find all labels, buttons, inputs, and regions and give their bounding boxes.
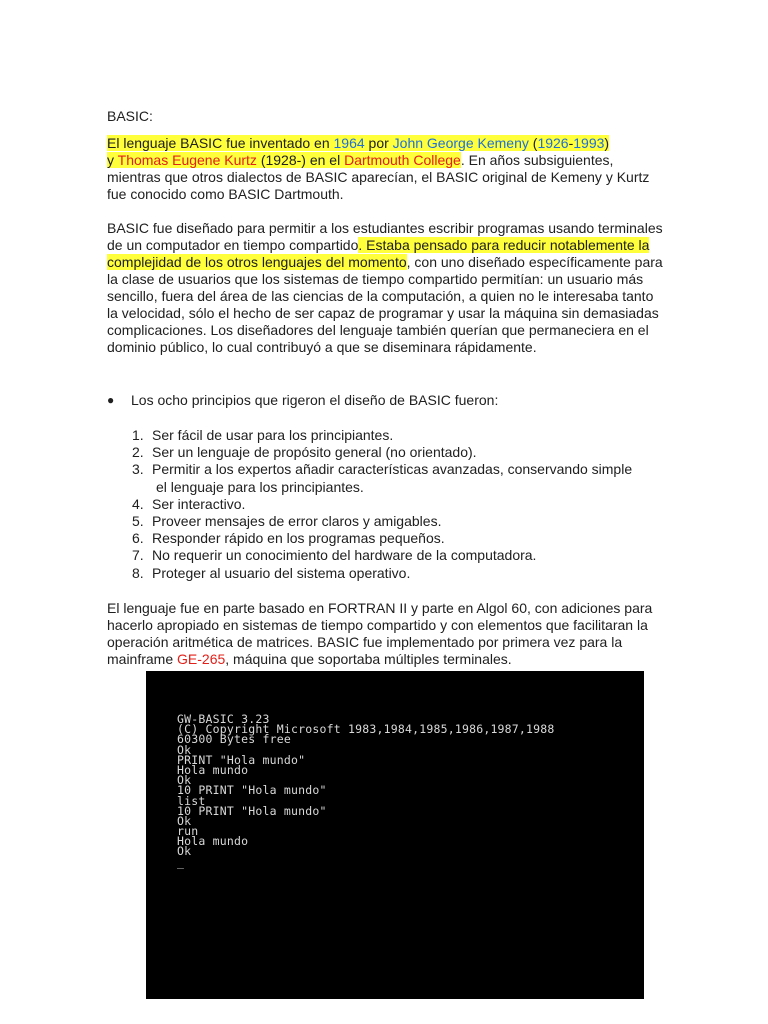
terminal-line: Ok: [177, 773, 192, 788]
list-item: [107, 444, 667, 461]
text: El lenguaje fue en parte basado en FORTRAN II y parte en Algol 60, con adiciones para hacerlo apropiado en sistemas de tiempo compartido y con elementos que facilitaran la operación aritmética de matrices. BASIC fue implementado por primera vez para la mainframe: [107, 600, 653, 667]
bullet-text: Los ocho principios que rigeron el diseño de BASIC fueron:: [131, 392, 499, 408]
list-item: [107, 513, 667, 530]
terminal-line: run: [177, 824, 199, 839]
highlight-complexity: . Estaba pensado para reducir notablemente la complejidad de los otros lenguajes del momento: [107, 237, 650, 270]
terminal-line: Ok: [177, 844, 192, 859]
terminal-line: 10 PRINT "Hola mundo": [177, 783, 327, 798]
text: -: [568, 135, 574, 151]
list-item: [107, 530, 667, 547]
link-1926[interactable]: 1926: [537, 135, 569, 151]
paragraph-design: [107, 220, 667, 356]
terminal-line: Ok: [177, 813, 192, 828]
highlight-kurtz: [107, 152, 461, 168]
list-text: Ser interactivo.: [152, 495, 246, 512]
section-title: BASIC:: [107, 108, 153, 124]
link-dartmouth-college[interactable]: Dartmouth College: [344, 152, 461, 168]
list-number: 8.: [132, 564, 144, 581]
link-1964[interactable]: 1964: [333, 135, 365, 151]
list-text: Responder rápido en los programas pequeños.: [152, 530, 445, 547]
terminal-line: list: [177, 793, 206, 808]
list-text: Proteger al usuario del sistema operativo.: [152, 564, 411, 581]
list-item: [107, 565, 667, 582]
gw-basic-terminal-screenshot: [146, 671, 644, 999]
text: , con uno diseñado específicamente para la clase de usuarios que los sistemas de tiempo compartido permitían: un usuario más sencillo, fuera del área de las ciencias de la computación, a quien no le interesaba tanto la velocidad, sólo el hecho de ser capaz de programar y usar la máquina sin demasiadas complicaciones. Los diseñadores del lenguaje también querían que permaneciera en el dominio público, lo cual contribuyó a que se diseminara rápidamente.: [107, 254, 663, 355]
list-item: [107, 427, 667, 444]
list-text: Proveer mensajes de error claros y amigables.: [152, 513, 442, 530]
highlight-invention: [107, 135, 609, 151]
text: (: [528, 135, 538, 151]
text: ): [604, 135, 610, 151]
terminal-line: Hola mundo: [177, 834, 249, 849]
terminal-line: Hola mundo: [177, 762, 249, 777]
list-item: [107, 496, 667, 513]
principles-list: [107, 427, 667, 582]
paragraph-implementation: [107, 600, 667, 668]
text: El lenguaje BASIC fue inventado en: [107, 135, 334, 151]
text: BASIC fue diseñado para permitir a los estudiantes escribir programas usando terminales de un computador en tiempo compartido: [107, 220, 663, 253]
list-number: 4.: [132, 495, 144, 512]
text: por: [364, 135, 393, 151]
list-item: [107, 461, 667, 495]
terminal-line: Ok: [177, 742, 192, 757]
terminal-output: [177, 714, 555, 867]
terminal-line: PRINT "Hola mundo": [177, 752, 306, 767]
list-number: 1.: [132, 427, 144, 443]
list-text-continued: el lenguaje para los principiantes.: [156, 478, 364, 495]
link-thomas-eugene-kurtz[interactable]: Thomas Eugene Kurtz: [117, 152, 257, 168]
list-text: Ser un lenguaje de propósito general (no orientado).: [152, 444, 477, 461]
terminal-cursor: _: [177, 854, 185, 869]
terminal-line: 10 PRINT "Hola mundo": [177, 803, 327, 818]
terminal-line: 60300 Bytes free: [177, 732, 291, 747]
text: , máquina que soportaba múltiples terminales.: [225, 651, 512, 667]
text: y: [107, 152, 118, 168]
text: . En años subsiguientes, mientras que otros dialectos de BASIC aparecían, el BASIC original de Kemeny y Kurtz fue conocido como BASIC Dartmouth.: [107, 152, 650, 202]
terminal-line: GW-BASIC 3.23: [177, 712, 270, 726]
list-item: [107, 547, 667, 564]
link-john-george-kemeny[interactable]: John George Kemeny: [392, 135, 529, 151]
list-number: 2.: [132, 444, 144, 461]
list-text: Permitir a los expertos añadir características avanzadas, conservando simple: [152, 461, 633, 478]
list-number: 5.: [132, 513, 144, 530]
link-ge-265[interactable]: GE-265: [177, 651, 226, 667]
paragraph-origin: [107, 135, 667, 203]
text: (1928-) en el: [256, 152, 345, 168]
list-text: No requerir un conocimiento del hardware de la computadora.: [152, 547, 537, 564]
list-number: 3.: [132, 461, 144, 478]
link-1993[interactable]: 1993: [573, 135, 605, 151]
list-text: Ser fácil de usar para los principiantes.: [152, 427, 394, 443]
list-number: 6.: [132, 530, 144, 547]
terminal-line: (C) Copyright Microsoft 1983,1984,1985,1986,1987,1988: [177, 722, 555, 737]
bullet-icon: ●: [107, 393, 115, 407]
list-number: 7.: [132, 547, 144, 564]
